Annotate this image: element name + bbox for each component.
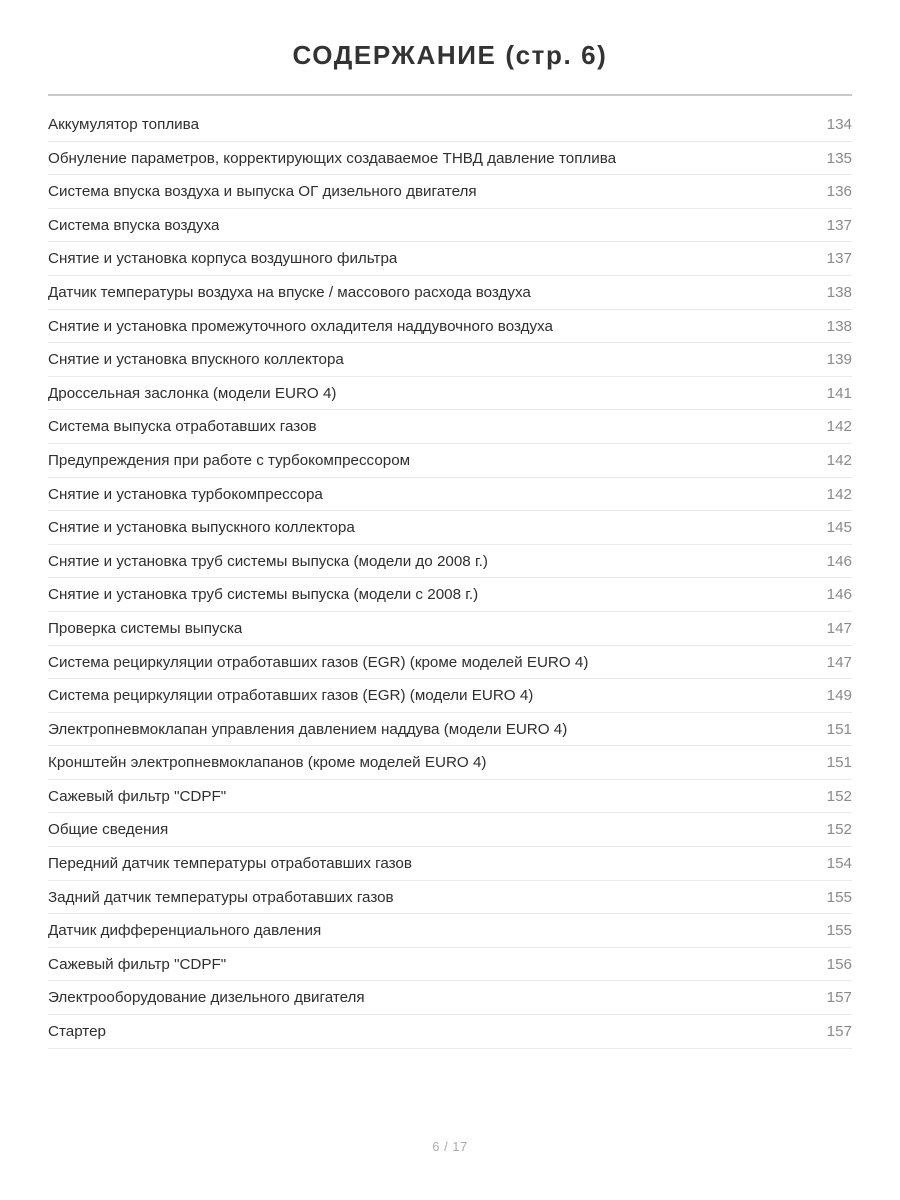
toc-entry-title: Кронштейн электропневмоклапанов (кроме моделей EURO 4) — [48, 754, 487, 772]
toc-entry-title: Снятие и установка выпускного коллектора — [48, 519, 355, 537]
toc-entry[interactable] — [48, 646, 852, 680]
toc-entry-title: Электропневмоклапан управления давлением наддува (модели EURO 4) — [48, 720, 568, 738]
toc-entry-title: Снятие и установка турбокомпрессора — [48, 485, 323, 503]
toc-entry-page-number: 155 — [826, 922, 852, 940]
toc-entry[interactable] — [48, 108, 852, 142]
toc-entry[interactable] — [48, 410, 852, 444]
page-footer — [0, 1138, 900, 1156]
toc-entry-page-number: 157 — [826, 989, 852, 1007]
toc-entry[interactable] — [48, 444, 852, 478]
toc-entry[interactable] — [48, 545, 852, 579]
toc-entry-title: Датчик температуры воздуха на впуске / массового расхода воздуха — [48, 283, 531, 301]
toc-entry[interactable] — [48, 478, 852, 512]
toc-entry[interactable] — [48, 209, 852, 243]
toc-entry-title: Снятие и установка впускного коллектора — [48, 351, 344, 369]
page-title: СОДЕРЖАНИЕ (стр. 6) — [292, 40, 608, 70]
toc-entry-title: Сажевый фильтр "CDPF" — [48, 955, 227, 973]
toc-entry-title: Сажевый фильтр "CDPF" — [48, 787, 227, 805]
toc-entry[interactable] — [48, 679, 852, 713]
toc-entry-page-number: 137 — [826, 216, 852, 234]
toc-entry-page-number: 149 — [826, 687, 852, 705]
toc-entry-title: Обнуление параметров, корректирующих создаваемое ТНВД давление топлива — [48, 149, 617, 167]
toc-entry-page-number: 147 — [826, 619, 852, 637]
toc-entry-page-number: 142 — [826, 418, 852, 436]
toc-entry-title: Система выпуска отработавших газов — [48, 418, 317, 436]
toc-entry-page-number: 152 — [826, 821, 852, 839]
toc-entry-page-number: 152 — [826, 787, 852, 805]
toc-entry-page-number: 139 — [826, 351, 852, 369]
toc-entry-title: Электрооборудование дизельного двигателя — [48, 989, 365, 1007]
toc-entry-page-number: 157 — [826, 1023, 852, 1041]
toc-entry[interactable] — [48, 981, 852, 1015]
toc-entry-title: Система рециркуляции отработавших газов (EGR) (модели EURO 4) — [48, 687, 534, 705]
toc-entry-page-number: 147 — [826, 653, 852, 671]
toc-entry[interactable] — [48, 276, 852, 310]
toc-entry-page-number: 156 — [826, 955, 852, 973]
toc-entry-title: Стартер — [48, 1023, 106, 1041]
toc-entry-title: Снятие и установка корпуса воздушного фильтра — [48, 250, 398, 268]
toc-entry-title: Передний датчик температуры отработавших газов — [48, 855, 412, 873]
toc-entry[interactable] — [48, 142, 852, 176]
toc-entry[interactable] — [48, 377, 852, 411]
toc-entry[interactable] — [48, 780, 852, 814]
toc-entry-title: Датчик дифференциального давления — [48, 922, 322, 940]
toc-entry[interactable] — [48, 310, 852, 344]
toc-entry-title: Система рециркуляции отработавших газов (EGR) (кроме моделей EURO 4) — [48, 653, 589, 671]
toc-entry-page-number: 135 — [826, 149, 852, 167]
toc-entry-page-number: 142 — [826, 451, 852, 469]
toc-entry-page-number: 145 — [826, 519, 852, 537]
toc-entry[interactable] — [48, 948, 852, 982]
toc-entry[interactable] — [48, 343, 852, 377]
toc-entry-title: Система впуска воздуха — [48, 216, 220, 234]
toc-entry[interactable] — [48, 847, 852, 881]
toc-entry[interactable] — [48, 713, 852, 747]
toc-entry[interactable] — [48, 746, 852, 780]
toc-entry[interactable] — [48, 1015, 852, 1049]
toc-entry-page-number: 137 — [826, 250, 852, 268]
toc-entry-page-number: 136 — [826, 183, 852, 201]
toc-entry-page-number: 134 — [826, 116, 852, 133]
toc-entry-title: Общие сведения — [48, 821, 169, 839]
toc-entry-title: Задний датчик температуры отработавших газов — [48, 888, 394, 906]
toc-entry-page-number: 154 — [826, 855, 852, 873]
toc-entry[interactable] — [48, 242, 852, 276]
toc-entry-page-number: 155 — [826, 888, 852, 906]
toc-entry[interactable] — [48, 914, 852, 948]
toc-entry[interactable] — [48, 881, 852, 915]
toc-entry-title: Снятие и установка труб системы выпуска (модели до 2008 г.) — [48, 552, 488, 570]
toc-entry-page-number: 151 — [826, 754, 852, 772]
toc-entry[interactable] — [48, 175, 852, 209]
title-divider — [48, 94, 852, 96]
toc-entry-title: Снятие и установка промежуточного охладителя наддувочного воздуха — [48, 317, 553, 335]
toc-entry-page-number: 141 — [826, 384, 852, 402]
table-of-contents-list — [48, 108, 852, 1049]
toc-entry-page-number: 138 — [826, 283, 852, 301]
toc-entry[interactable] — [48, 813, 852, 847]
toc-entry-page-number: 146 — [826, 586, 852, 604]
toc-entry-title: Проверка системы выпуска — [48, 619, 243, 637]
toc-entry-page-number: 146 — [826, 552, 852, 570]
toc-entry[interactable] — [48, 612, 852, 646]
toc-entry-page-number: 138 — [826, 317, 852, 335]
toc-entry[interactable] — [48, 511, 852, 545]
toc-entry-page-number: 151 — [826, 720, 852, 738]
pagination-indicator: 6 / 17 — [432, 1139, 468, 1154]
toc-entry-page-number: 142 — [826, 485, 852, 503]
toc-entry-title: Снятие и установка труб системы выпуска (модели с 2008 г.) — [48, 586, 479, 604]
toc-entry-title: Система впуска воздуха и выпуска ОГ дизельного двигателя — [48, 183, 477, 201]
toc-entry-title: Дроссельная заслонка (модели EURO 4) — [48, 384, 337, 402]
toc-entry[interactable] — [48, 578, 852, 612]
toc-entry-title: Аккумулятор топлива — [48, 116, 200, 133]
toc-entry-title: Предупреждения при работе с турбокомпрессором — [48, 451, 411, 469]
